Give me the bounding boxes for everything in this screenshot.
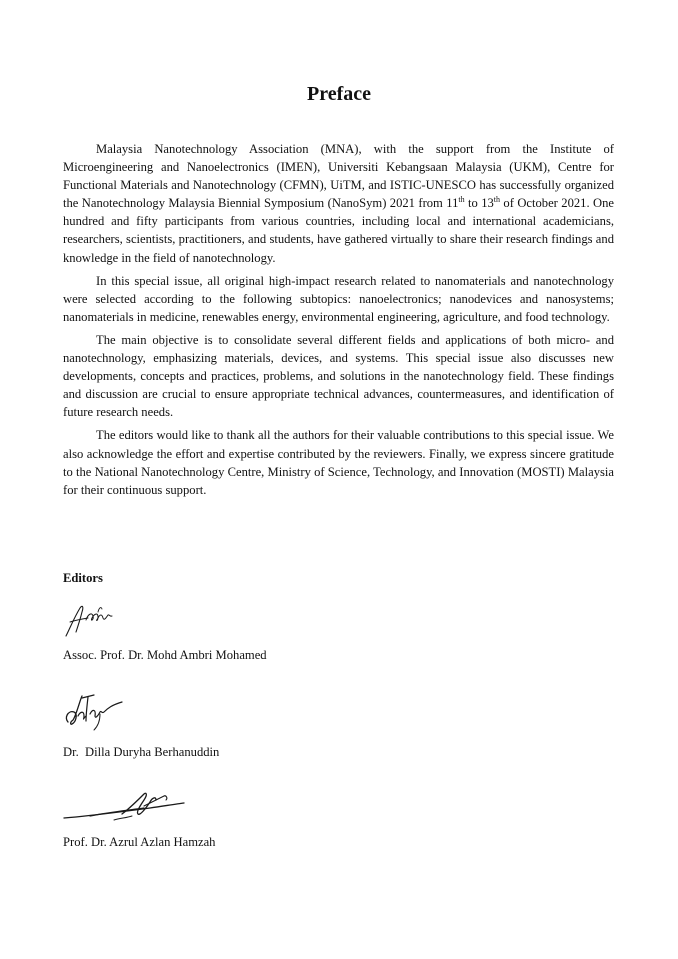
paragraph-2: In this special issue, all original high-impact research related to nanomaterials and nanotechnology were selected according to the following subtopics: nanoelectronics; nanodevices and nanosystems; nanomaterials in medicine, renewables energy, environmental engineering, agriculture, and food technology.: [63, 273, 614, 324]
editor-name-2: Dr. Dilla Duryha Berhanuddin: [63, 745, 220, 759]
paragraph-1: [63, 140, 614, 267]
paragraph-3: The main objective is to consolidate several different fields and applications of both micro- and nanotechnology, emphasizing materials, devices, and systems. This special issue also discusses new developments, concepts and practices, problems, and solutions in the nanotechnology field. These findings and discussion are crucial to ensure appropriate technical advances, countermeasures, and identification of future research needs.: [63, 332, 614, 420]
signature-2: [60, 688, 132, 736]
page-title: Preface: [306, 83, 372, 105]
ordinal-superscript-2: th: [493, 195, 501, 205]
preface-body: [63, 140, 614, 504]
paragraph-4: The editors would like to thank all the authors for their valuable contributions to this special issue. We also acknowledge the effort and expertise contributed by the reviewers. Finally, we express sincere gratitude to the National Nanotechnology Centre, Ministry of Science, Technology, and Innovation (MOSTI) Malaysia for their continuous support.: [63, 428, 614, 497]
editors-heading: Editors: [63, 571, 103, 585]
paragraph-1-part-c: of October 2021. One hundred and fifty participants from various countries, including local and international academicians, researchers, scientists, practitioners, and students, have gathered virtually to share their research findings and knowledge in the field of nanotechnology.: [63, 196, 614, 265]
editor-name-1: Assoc. Prof. Dr. Mohd Ambri Mohamed: [63, 648, 267, 662]
signature-3: [60, 786, 190, 828]
editor-name-3: Prof. Dr. Azrul Azlan Hamzah: [63, 835, 216, 849]
ordinal-superscript-1: th: [458, 195, 465, 205]
paragraph-1-part-b: to 13: [464, 196, 494, 211]
paragraph-1-part-a: Malaysia Nanotechnology Association (MNA), with the support from the Institute of Microengineering and Nanoelectronics (IMEN), Universiti Kebangsaan Malaysia (UKM), Centre for Functional Materials and Nanotechnology (CFMN), UiTM, and ISTIC-UNESCO has successfully organized the Nanotechnology Malaysia Biennial Symposium (NanoSym) 2021 from 11: [63, 142, 614, 211]
signature-1: [60, 600, 130, 642]
